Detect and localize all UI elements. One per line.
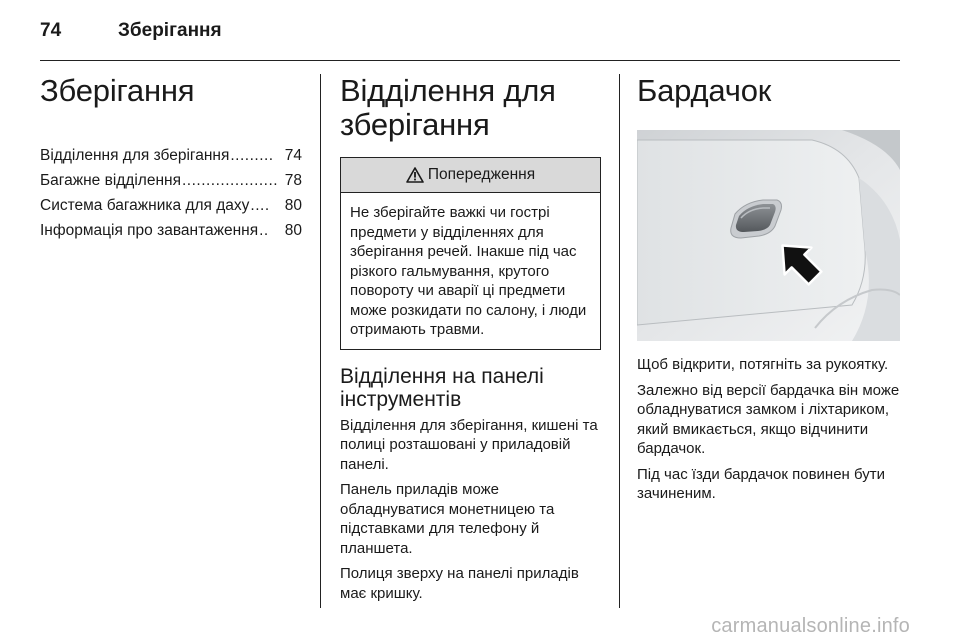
header-rule (40, 60, 900, 61)
toc-entry-page: 74 (284, 147, 302, 164)
toc-leader-dots: ......... (230, 147, 274, 164)
toc-leader-dots: .... (250, 197, 270, 214)
paragraph: Відділення для зберігання, кишені та полиці розташовані у приладовій панелі. (340, 416, 598, 473)
paragraph: Панель приладів може обладнуватися монетницею та підставками для телефону й планшета. (340, 481, 555, 557)
toc-entry-title: Багажне відділення (40, 172, 181, 189)
toc-entry-page: 80 (284, 222, 302, 239)
toc-entry[interactable] (40, 172, 302, 197)
warning-header (341, 158, 600, 193)
paragraph: Під час їзди бардачок повинен бути зачиненим. (637, 465, 886, 502)
subsection-title-line1: Відділення на панелі (340, 364, 544, 388)
column-glovebox (637, 74, 902, 504)
running-section-title: Зберігання (118, 20, 222, 41)
chapter-title: Зберігання (40, 73, 195, 108)
glovebox-handle-arrow-photo (637, 130, 900, 341)
page-header (40, 20, 222, 42)
toc-entry[interactable] (40, 147, 302, 172)
toc-entry[interactable] (40, 222, 302, 247)
watermark-logo: carmanualsonline.info (711, 615, 910, 637)
column-storage (340, 74, 602, 603)
warning-box (340, 157, 601, 350)
toc-entry-title: Система багажника для даху (40, 197, 250, 214)
toc-entry-title: Відділення для зберігання (40, 147, 230, 164)
toc-entry-page: 78 (284, 172, 302, 189)
paragraph: Полиця зверху на панелі приладів має кришку. (340, 565, 579, 602)
table-of-contents (40, 147, 302, 247)
column-divider-right (619, 74, 620, 608)
toc-leader-dots: .................... (181, 172, 279, 189)
section-title-line1: Відділення для (340, 73, 556, 108)
toc-entry-page: 80 (284, 197, 302, 214)
glovebox-title: Бардачок (637, 73, 772, 108)
toc-entry-title: Інформація про завантаження (40, 222, 259, 239)
column-divider-left (320, 74, 321, 608)
section-title-line2: зберігання (340, 107, 490, 142)
warning-label: Попередження (427, 166, 536, 183)
paragraph: Щоб відкрити, потягніть за рукоятку. (637, 356, 889, 373)
toc-entry[interactable] (40, 197, 302, 222)
toc-leader-dots: .. (259, 222, 269, 239)
page-number: 74 (40, 20, 62, 41)
section-title (340, 74, 602, 142)
warning-triangle-icon (406, 167, 424, 183)
column-contents (40, 74, 302, 247)
warning-text: Не зберігайте важкі чи гострі предмети у відділеннях для зберігання речей. Інакше під час різкого гальмування, крутого повороту чи аварії ці предмети може розкидати по салону, і люди отримають травми. (350, 204, 587, 338)
subsection-title-line2: інструментів (340, 387, 462, 411)
subsection-title (340, 365, 602, 411)
paragraph: Залежно від версії бардачка він може обладнуватися замком і ліхтариком, який вмикається, якщо відчинити бардачок. (637, 381, 900, 457)
